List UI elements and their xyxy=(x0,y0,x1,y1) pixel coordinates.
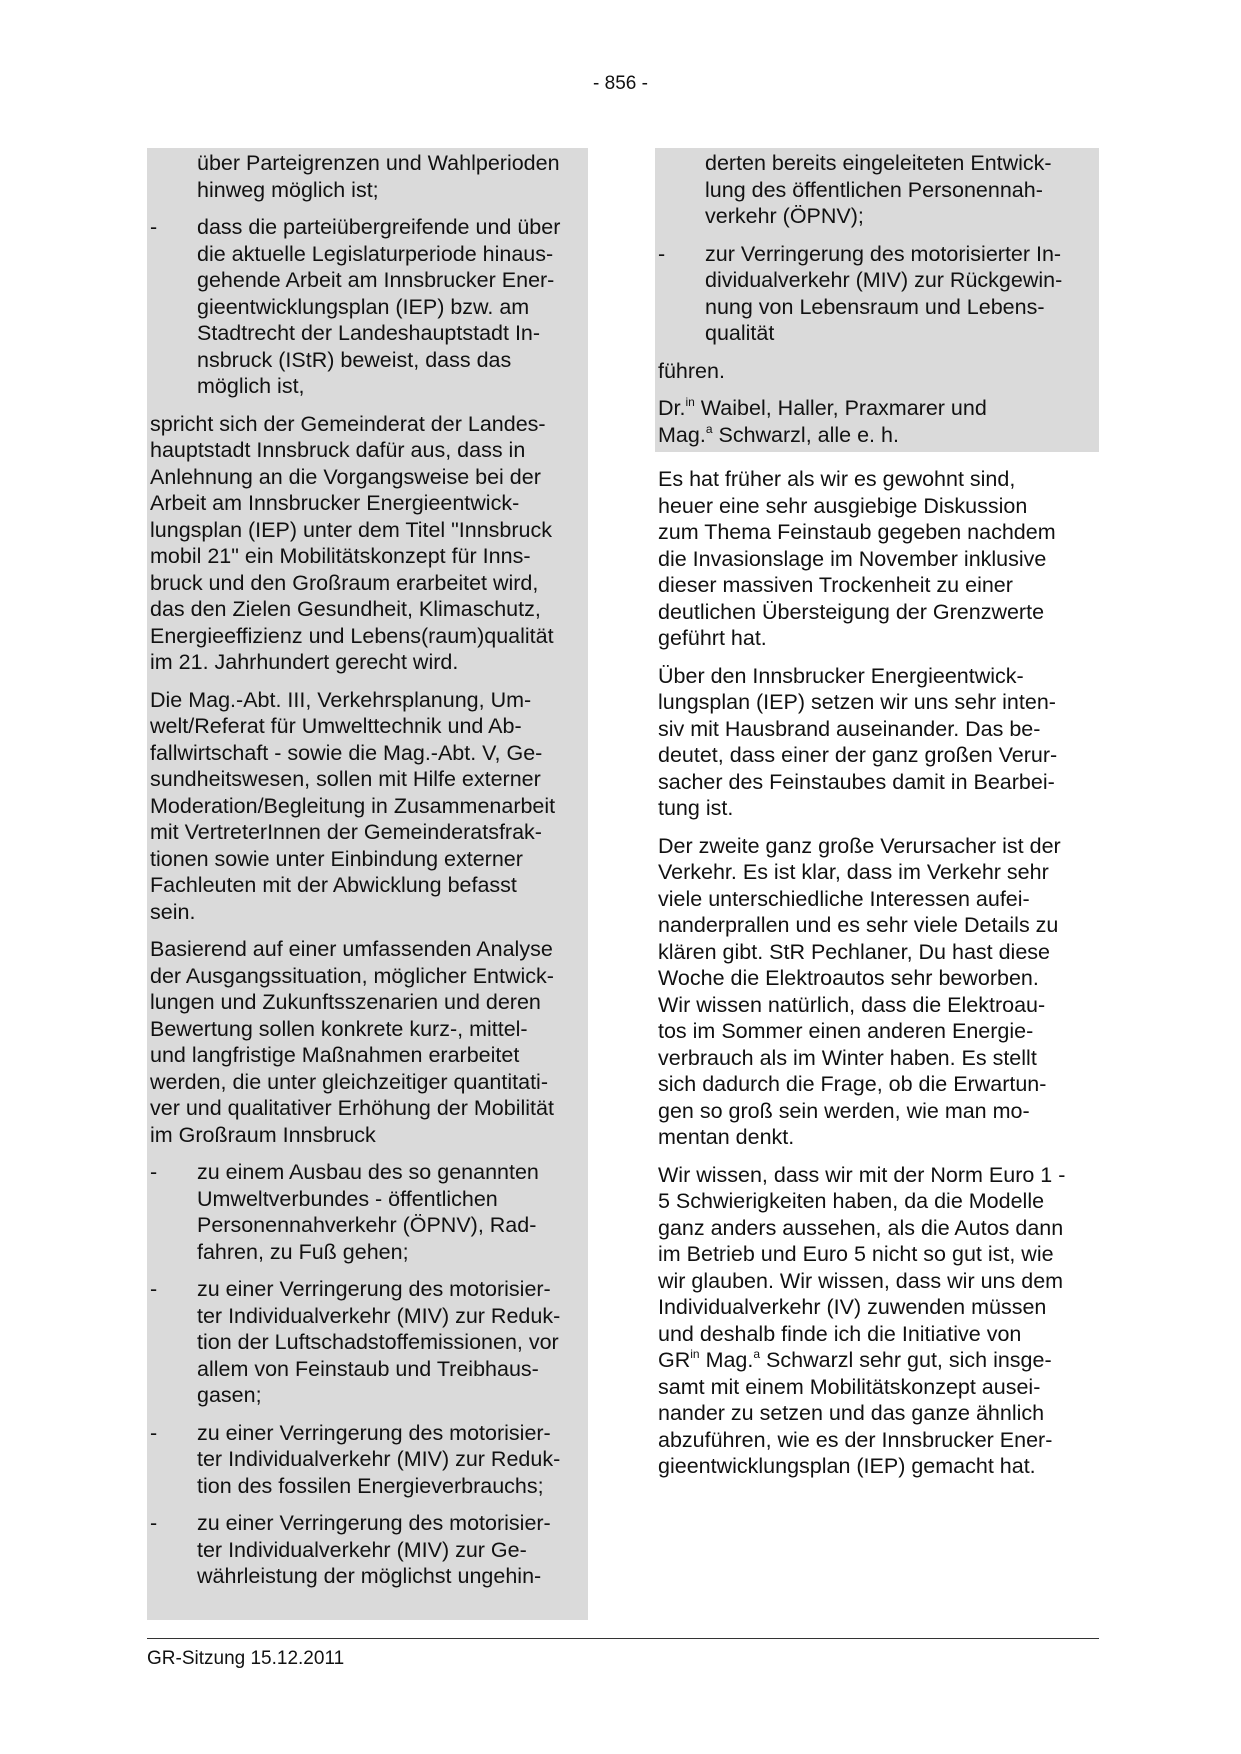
text-line: hauptstadt Innsbruck dafür aus, dass in xyxy=(150,438,526,462)
text-line: lung des öffentlichen Personennah- xyxy=(705,177,1043,202)
list-item xyxy=(150,1510,584,1590)
text-line: über Parteigrenzen und Wahlperioden xyxy=(197,151,560,175)
paragraph xyxy=(658,833,1095,1151)
council-title-suffix: in xyxy=(690,1347,700,1361)
signers xyxy=(658,395,1095,448)
text-line: bruck und den Großraum erarbeitet wird, xyxy=(150,570,539,595)
text-line: nander zu setzen und das ganze ähnlich xyxy=(658,1401,1045,1425)
text-line: Verkehr. Es ist klar, dass im Verkehr sehr xyxy=(658,860,1049,884)
paragraph-lines xyxy=(658,1374,1095,1480)
paragraph xyxy=(150,687,584,926)
text-line: die Invasionslage im November inklusive xyxy=(658,546,1047,571)
text-line: Moderation/Begleitung in Zusammenarbeit xyxy=(150,793,556,818)
text-line: sein. xyxy=(150,899,196,924)
text-line: heuer eine sehr ausgiebige Diskussion xyxy=(658,493,1028,518)
text-line: Personennahverkehr (ÖPNV), Rad- xyxy=(197,1213,537,1237)
text-line: und langfristige Maßnahmen erarbeitet xyxy=(150,1043,520,1067)
text-line: tion der Luftschadstoffemissionen, vor xyxy=(197,1330,559,1354)
signer-names: Schwarzl, alle e. h. xyxy=(712,422,899,447)
text-line: fahren, zu Fuß gehen; xyxy=(197,1239,409,1264)
text-line: Es hat früher als wir es gewohnt sind, xyxy=(658,467,1016,491)
text-line: nung von Lebensraum und Lebens- xyxy=(705,294,1045,319)
text-line: qualität xyxy=(705,321,775,345)
paragraph xyxy=(150,411,584,676)
text-line: tionen sowie unter Einbindung externer xyxy=(150,846,523,871)
text-line: Der zweite ganz große Verursacher ist der xyxy=(658,833,1061,858)
text-line: spricht sich der Gemeinderat der Landes- xyxy=(150,411,546,436)
text-line: mentan denkt. xyxy=(658,1125,795,1149)
text-line: sundheitswesen, sollen mit Hilfe externer xyxy=(150,767,541,791)
list-item xyxy=(150,1159,584,1265)
list-item-text xyxy=(705,241,1095,347)
text-line: deutlichen Übersteigung der Grenzwerte xyxy=(658,599,1045,624)
bullet-dash: - xyxy=(150,215,158,239)
motion-text-shaded-left xyxy=(147,148,588,1620)
text-line: werden, die unter gleichzeitiger quantitati- xyxy=(150,1069,548,1094)
text-line: sacher des Feinstaubes damit in Bearbei- xyxy=(658,769,1055,794)
text-line: allem von Feinstaub und Treibhaus- xyxy=(197,1356,539,1381)
text-line: 5 Schwierigkeiten haben, da die Modelle xyxy=(658,1189,1045,1213)
text-line: Wir wissen, dass wir mit der Norm Euro 1 - xyxy=(658,1162,1066,1187)
text-line: derten bereits eingeleiteten Entwick- xyxy=(705,151,1052,175)
text-line: deutet, dass einer der ganz großen Verur- xyxy=(658,743,1058,767)
text-line: und deshalb finde ich die Initiative von xyxy=(658,1321,1022,1346)
list-continuation xyxy=(150,150,584,203)
text-line: lungsplan (IEP) unter dem Titel "Innsbruck xyxy=(150,517,552,542)
paragraph xyxy=(658,466,1095,652)
text-line: nsbruck (IStR) beweist, dass das xyxy=(197,347,512,372)
signer-title: Mag. xyxy=(658,422,706,447)
paragraph xyxy=(150,936,584,1148)
text-line: Individualverkehr (IV) zuwenden müssen xyxy=(658,1295,1047,1319)
list-item xyxy=(150,1420,584,1500)
text-line: möglich ist, xyxy=(197,374,305,398)
text-line: zu einer Verringerung des motorisier- xyxy=(197,1420,551,1445)
text-line: ter Individualverkehr (MIV) zur Reduk- xyxy=(197,1447,561,1471)
text-line: lungsplan (IEP) setzen wir uns sehr inten- xyxy=(658,690,1056,714)
text-line: gehende Arbeit am Innsbrucker Ener- xyxy=(197,268,555,292)
line-text: Schwarzl sehr gut, sich insge- xyxy=(760,1348,1052,1372)
mag-title-suffix: a xyxy=(753,1347,761,1361)
motion-text-shaded-right xyxy=(655,148,1099,452)
text-line: tos im Sommer einen anderen Energie- xyxy=(658,1019,1034,1043)
text-line: siv mit Hausbrand auseinander. Das be- xyxy=(658,716,1041,741)
text-line: nanderprallen und es sehr viele Details zu xyxy=(658,913,1059,937)
list-item-text xyxy=(197,1159,584,1265)
text-line: Die Mag.-Abt. III, Verkehrsplanung, Um- xyxy=(150,687,532,712)
text-line: viele unterschiedliche Interessen aufei- xyxy=(658,886,1030,911)
signer-title-suffix: in xyxy=(685,395,695,409)
text-line: wir glauben. Wir wissen, dass wir uns dem xyxy=(658,1268,1064,1293)
council-title: GR xyxy=(658,1348,691,1372)
text-line: dieser massiven Trockenheit zu einer xyxy=(658,573,1013,597)
text-line: dividualverkehr (MIV) zur Rückgewin- xyxy=(705,268,1063,292)
text-line: geführt hat. xyxy=(658,626,767,650)
bullet-dash: - xyxy=(658,241,666,266)
text-line: sich dadurch die Frage, ob die Erwartun- xyxy=(658,1072,1047,1096)
text-line: gen so groß sein werden, wie man mo- xyxy=(658,1098,1030,1123)
text-line: zu einer Verringerung des motorisier- xyxy=(197,1277,551,1301)
text-line: das den Zielen Gesundheit, Klimaschutz, xyxy=(150,597,541,621)
footer-session: GR-Sitzung 15.12.2011 xyxy=(147,1648,345,1669)
list-item-text xyxy=(197,1510,584,1590)
list-item xyxy=(150,214,584,400)
text-line: Umweltverbundes - öffentlichen xyxy=(197,1186,498,1211)
bullet-dash: - xyxy=(150,1511,158,1535)
text-line: lungen und Zukunftsszenarien und deren xyxy=(150,990,541,1014)
bullet-dash: - xyxy=(150,1277,158,1301)
paragraph xyxy=(658,1162,1095,1480)
signer-names: Waibel, Haller, Praxmarer und xyxy=(694,396,987,420)
text-line: die aktuelle Legislaturperiode hinaus- xyxy=(197,241,554,266)
text-line: gieentwicklungsplan (IEP) bzw. am xyxy=(197,294,530,319)
paragraph-lines xyxy=(658,1162,1095,1348)
text-line: zu einer Verringerung des motorisier- xyxy=(197,1511,551,1535)
signer-title-suffix: a xyxy=(705,421,713,436)
text-line: samt mit einem Mobilitätskonzept ausei- xyxy=(658,1374,1041,1399)
text-line: im 21. Jahrhundert gerecht wird. xyxy=(150,650,459,674)
text-line: Anlehnung an die Vorgangsweise bei der xyxy=(150,464,541,489)
right-column xyxy=(655,148,1099,1480)
text-line: Stadtrecht der Landeshauptstadt In- xyxy=(197,321,541,345)
text-line: fallwirtschaft - sowie die Mag.-Abt. V, Ge- xyxy=(150,740,543,765)
text-line: Woche die Elektroautos sehr beworben. xyxy=(658,966,1039,990)
text-line: zur Verringerung des motorisierter In- xyxy=(705,241,1062,266)
text-line: Bewertung sollen konkrete kurz-, mittel- xyxy=(150,1016,528,1041)
text-line: ganz anders aussehen, als die Autos dann xyxy=(658,1215,1064,1240)
text-line: tion des fossilen Energieverbrauchs; xyxy=(197,1473,544,1498)
page-number: - 856 - xyxy=(593,73,648,94)
mag-title: Mag. xyxy=(699,1348,754,1372)
text-line: klären gibt. StR Pechlaner, Du hast diese xyxy=(658,939,1050,964)
list-item xyxy=(150,1276,584,1409)
text-line: der Ausgangssituation, möglicher Entwick- xyxy=(150,963,554,988)
text-line: ver und qualitativer Erhöhung der Mobilität xyxy=(150,1096,554,1120)
list-item xyxy=(658,241,1095,347)
text-line: Fachleuten mit der Abwicklung befasst xyxy=(150,873,517,897)
text-line: dass die parteiübergreifende und über xyxy=(197,215,561,239)
text-line: Über den Innsbrucker Energieentwick- xyxy=(658,663,1024,688)
bullet-dash: - xyxy=(150,1420,158,1445)
bullet-dash: - xyxy=(150,1160,158,1184)
paragraph xyxy=(658,663,1095,822)
list-item-text xyxy=(197,1276,584,1409)
text-line: abzuführen, wie es der Innsbrucker Ener- xyxy=(658,1427,1053,1452)
text-line: zum Thema Feinstaub gegeben nachdem xyxy=(658,520,1056,544)
text-line: verbrauch als im Winter haben. Es stellt xyxy=(658,1045,1037,1070)
list-continuation xyxy=(658,150,1095,230)
text-line: im Großraum Innsbruck xyxy=(150,1122,376,1147)
left-column xyxy=(147,148,588,1620)
text-line: Arbeit am Innsbrucker Energieentwick- xyxy=(150,491,520,515)
text-line: Energieeffizienz und Lebens(raum)qualität xyxy=(150,623,554,648)
text-line: welt/Referat für Umwelttechnik und Ab- xyxy=(150,714,522,738)
list-item-text xyxy=(197,1420,584,1500)
closing-word: führen. xyxy=(658,358,725,383)
text-line: zu einem Ausbau des so genannten xyxy=(197,1160,539,1184)
text-line: ter Individualverkehr (MIV) zur Ge- xyxy=(197,1537,527,1562)
text-line: mobil 21" ein Mobilitätskonzept für Inns- xyxy=(150,544,531,568)
list-item-text xyxy=(197,214,584,400)
speech-text xyxy=(655,466,1099,1480)
text-line: mit VertreterInnen der Gemeinderatsfrak- xyxy=(150,820,542,844)
text-line: hinweg möglich ist; xyxy=(197,177,379,202)
text-line: tung ist. xyxy=(658,796,734,820)
text-line: Basierend auf einer umfassenden Analyse xyxy=(150,937,553,961)
text-line: gasen; xyxy=(197,1383,262,1407)
text-line: ter Individualverkehr (MIV) zur Reduk- xyxy=(197,1303,561,1328)
signer-title: Dr. xyxy=(658,396,686,420)
text-line: Wir wissen natürlich, dass die Elektroau- xyxy=(658,992,1046,1017)
text-line: währleistung der möglichst ungehin- xyxy=(197,1564,542,1588)
text-line: im Betrieb und Euro 5 nicht so gut ist, wie xyxy=(658,1242,1054,1266)
text-line: verkehr (ÖPNV); xyxy=(705,204,864,228)
text-line: gieentwicklungsplan (IEP) gemacht hat. xyxy=(658,1454,1036,1478)
footer-divider xyxy=(147,1638,1099,1639)
